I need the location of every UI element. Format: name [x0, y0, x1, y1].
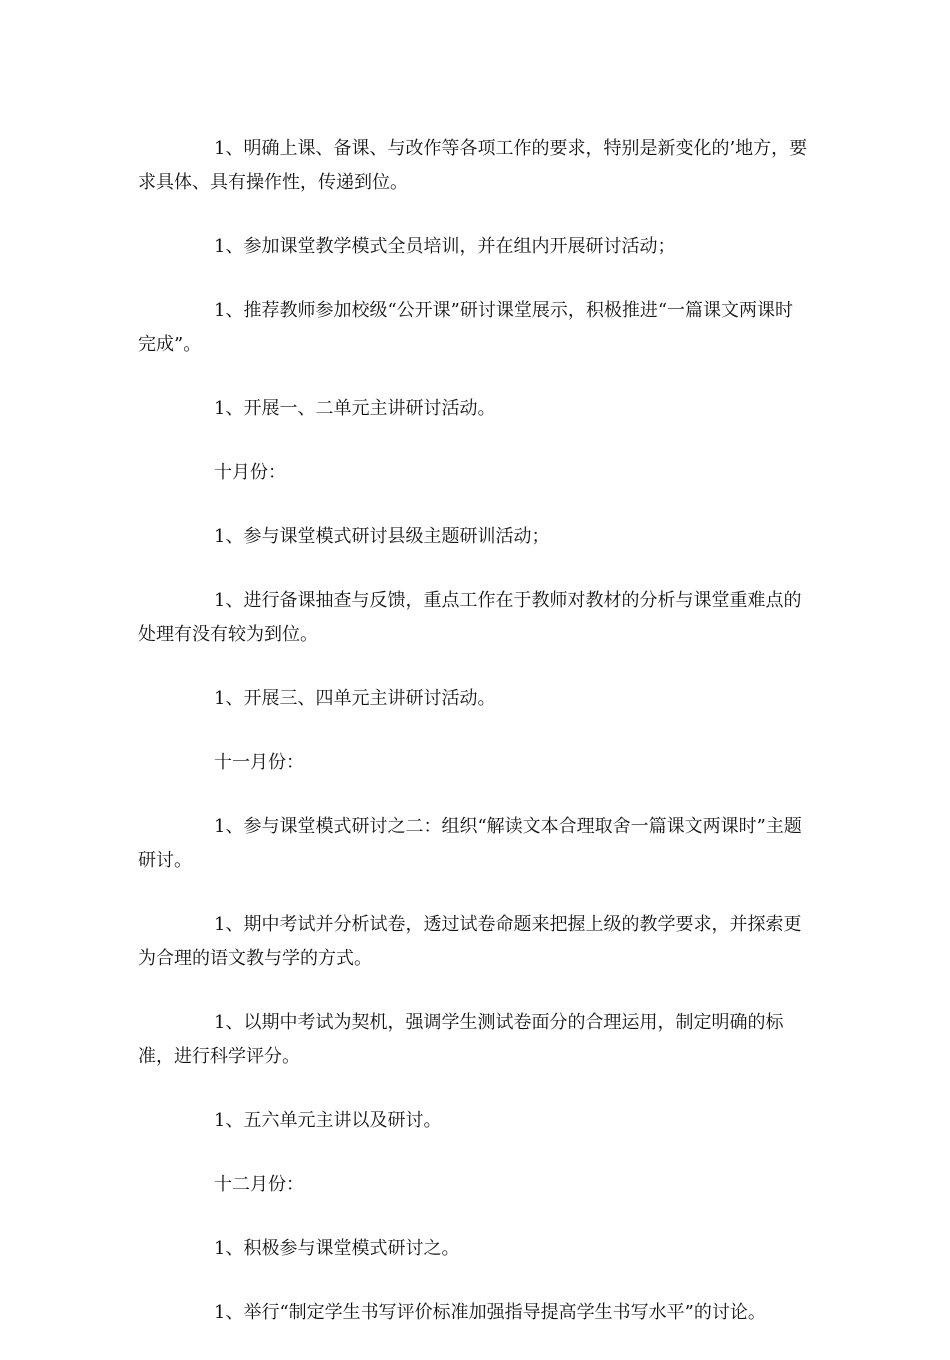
- plan-item-paragraph: 1、开展三、四单元主讲研讨活动。: [214, 688, 496, 709]
- plan-item-paragraph: 1、举行“制定学生书写评价标准加强指导提高学生书写水平”的讨论。: [214, 1302, 766, 1323]
- plan-item-paragraph: 1、积极参与课堂模式研讨之。: [214, 1238, 460, 1259]
- month-heading-october: 十月份：: [214, 462, 286, 483]
- plan-item-paragraph: 1、以期中考试为契机，强调学生测试卷面分的合理运用，制定明确的标准，进行科学评分。: [138, 1012, 784, 1067]
- plan-item-paragraph: 1、参与课堂模式研讨之二：组织“解读文本合理取舍一篇课文两课时”主题研讨。: [138, 816, 802, 871]
- plan-item-paragraph: 1、进行备课抽查与反馈，重点工作在于教师对教材的分析与课堂重难点的处理有没有较为到位。: [138, 590, 802, 645]
- plan-item-paragraph: 1、明确上课、备课、与改作等各项工作的要求，特别是新变化的’地方，要求具体、具有操作性，传递到位。: [138, 138, 808, 193]
- month-heading-december: 十二月份：: [214, 1174, 304, 1195]
- plan-item-paragraph: 1、期中考试并分析试卷，透过试卷命题来把握上级的教学要求，并探索更为合理的语文教与学的方式。: [138, 914, 802, 969]
- plan-item-paragraph: 1、参加课堂教学模式全员培训，并在组内开展研讨活动；: [214, 236, 676, 257]
- document-body: [138, 132, 810, 1360]
- plan-item-paragraph: 1、五六单元主讲以及研讨。: [214, 1110, 442, 1131]
- plan-item-paragraph: 1、开展一、二单元主讲研讨活动。: [214, 398, 496, 419]
- month-heading-november: 十一月份：: [214, 752, 304, 773]
- plan-item-paragraph: 1、推荐教师参加校级“公开课”研讨课堂展示，积极推进“一篇课文两课时完成”。: [138, 300, 794, 355]
- plan-item-paragraph: 1、参与课堂模式研讨县级主题研训活动；: [214, 526, 550, 547]
